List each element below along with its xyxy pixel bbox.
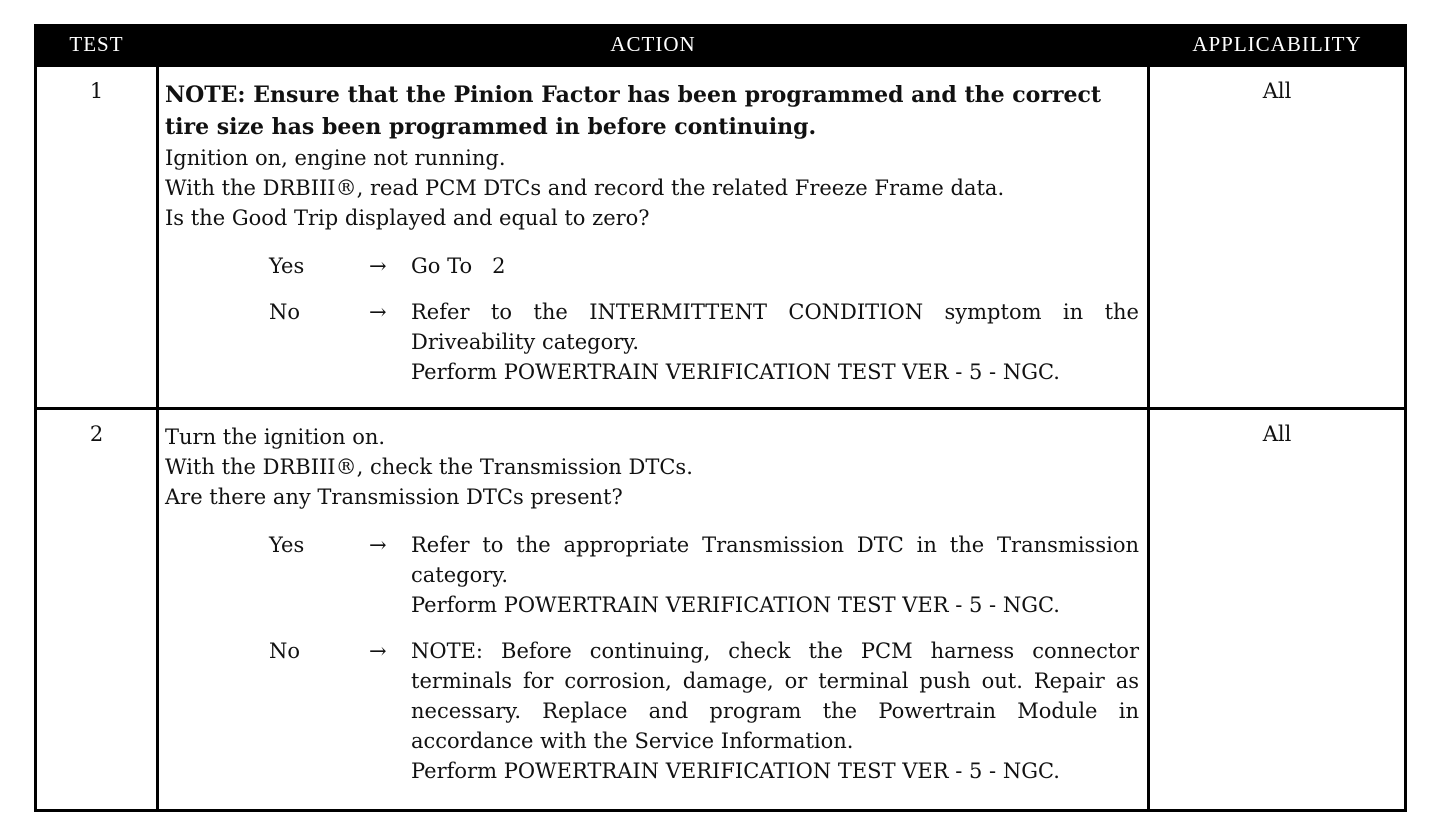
action-step: Is the Good Trip displayed and equal to zero? <box>165 206 650 230</box>
action-step: Are there any Transmission DTCs present? <box>165 485 623 509</box>
result-line: Refer to the INTERMITTENT CONDITION symptom in the Driveability category. <box>411 300 1139 354</box>
yes-branch <box>165 251 1139 281</box>
action-step: With the DRBIII®, check the Transmission DTCs. <box>165 455 693 479</box>
action-step: Ignition on, engine not running. <box>165 146 506 170</box>
table-row <box>36 66 1406 409</box>
test-number: 2 <box>36 409 158 811</box>
test-number: 1 <box>36 66 158 409</box>
applicability-value: All <box>1149 409 1406 811</box>
no-result <box>411 636 1139 786</box>
no-branch <box>165 297 1139 387</box>
result-line: Refer to the appropriate Transmission DTC in the Transmission category. <box>411 533 1139 587</box>
action-cell <box>158 66 1149 409</box>
table-row <box>36 409 1406 811</box>
yes-label: Yes <box>269 533 305 557</box>
right-arrow-icon: → <box>369 639 387 663</box>
result-line: NOTE: Before continuing, check the PCM harness connector terminals for corrosion, damage, or terminal push out. Repair as necessary. Replace and program the Powertrain Module in accordance with the Service Information. <box>411 639 1139 753</box>
action-note: NOTE: Ensure that the Pinion Factor has been programmed and the correct tire size has been programmed in before continuing. <box>165 82 1102 140</box>
right-arrow-icon: → <box>369 300 387 324</box>
action-step: With the DRBIII®, read PCM DTCs and record the related Freeze Frame data. <box>165 176 1005 200</box>
diagnostic-table <box>34 24 1407 812</box>
no-label: No <box>269 639 301 663</box>
applicability-value: All <box>1149 66 1406 409</box>
header-test: TEST <box>36 24 158 66</box>
right-arrow-icon: → <box>369 254 387 278</box>
result-line: Go To 2 <box>411 254 506 278</box>
header-row <box>36 24 1406 66</box>
yes-branch <box>165 530 1139 620</box>
result-line: Perform POWERTRAIN VERIFICATION TEST VER - 5 - NGC. <box>411 360 1060 384</box>
yes-result <box>411 251 1139 281</box>
result-line: Perform POWERTRAIN VERIFICATION TEST VER - 5 - NGC. <box>411 593 1060 617</box>
action-step: Turn the ignition on. <box>165 425 386 449</box>
diagnostic-test-sheet <box>34 24 1404 788</box>
no-label: No <box>269 300 301 324</box>
yes-result <box>411 530 1139 620</box>
right-arrow-icon: → <box>369 533 387 557</box>
no-result <box>411 297 1139 387</box>
result-line: Perform POWERTRAIN VERIFICATION TEST VER - 5 - NGC. <box>411 759 1060 783</box>
header-action: ACTION <box>158 24 1149 66</box>
yes-label: Yes <box>269 254 305 278</box>
no-branch <box>165 636 1139 786</box>
action-cell <box>158 409 1149 811</box>
header-applicability: APPLICABILITY <box>1149 24 1406 66</box>
